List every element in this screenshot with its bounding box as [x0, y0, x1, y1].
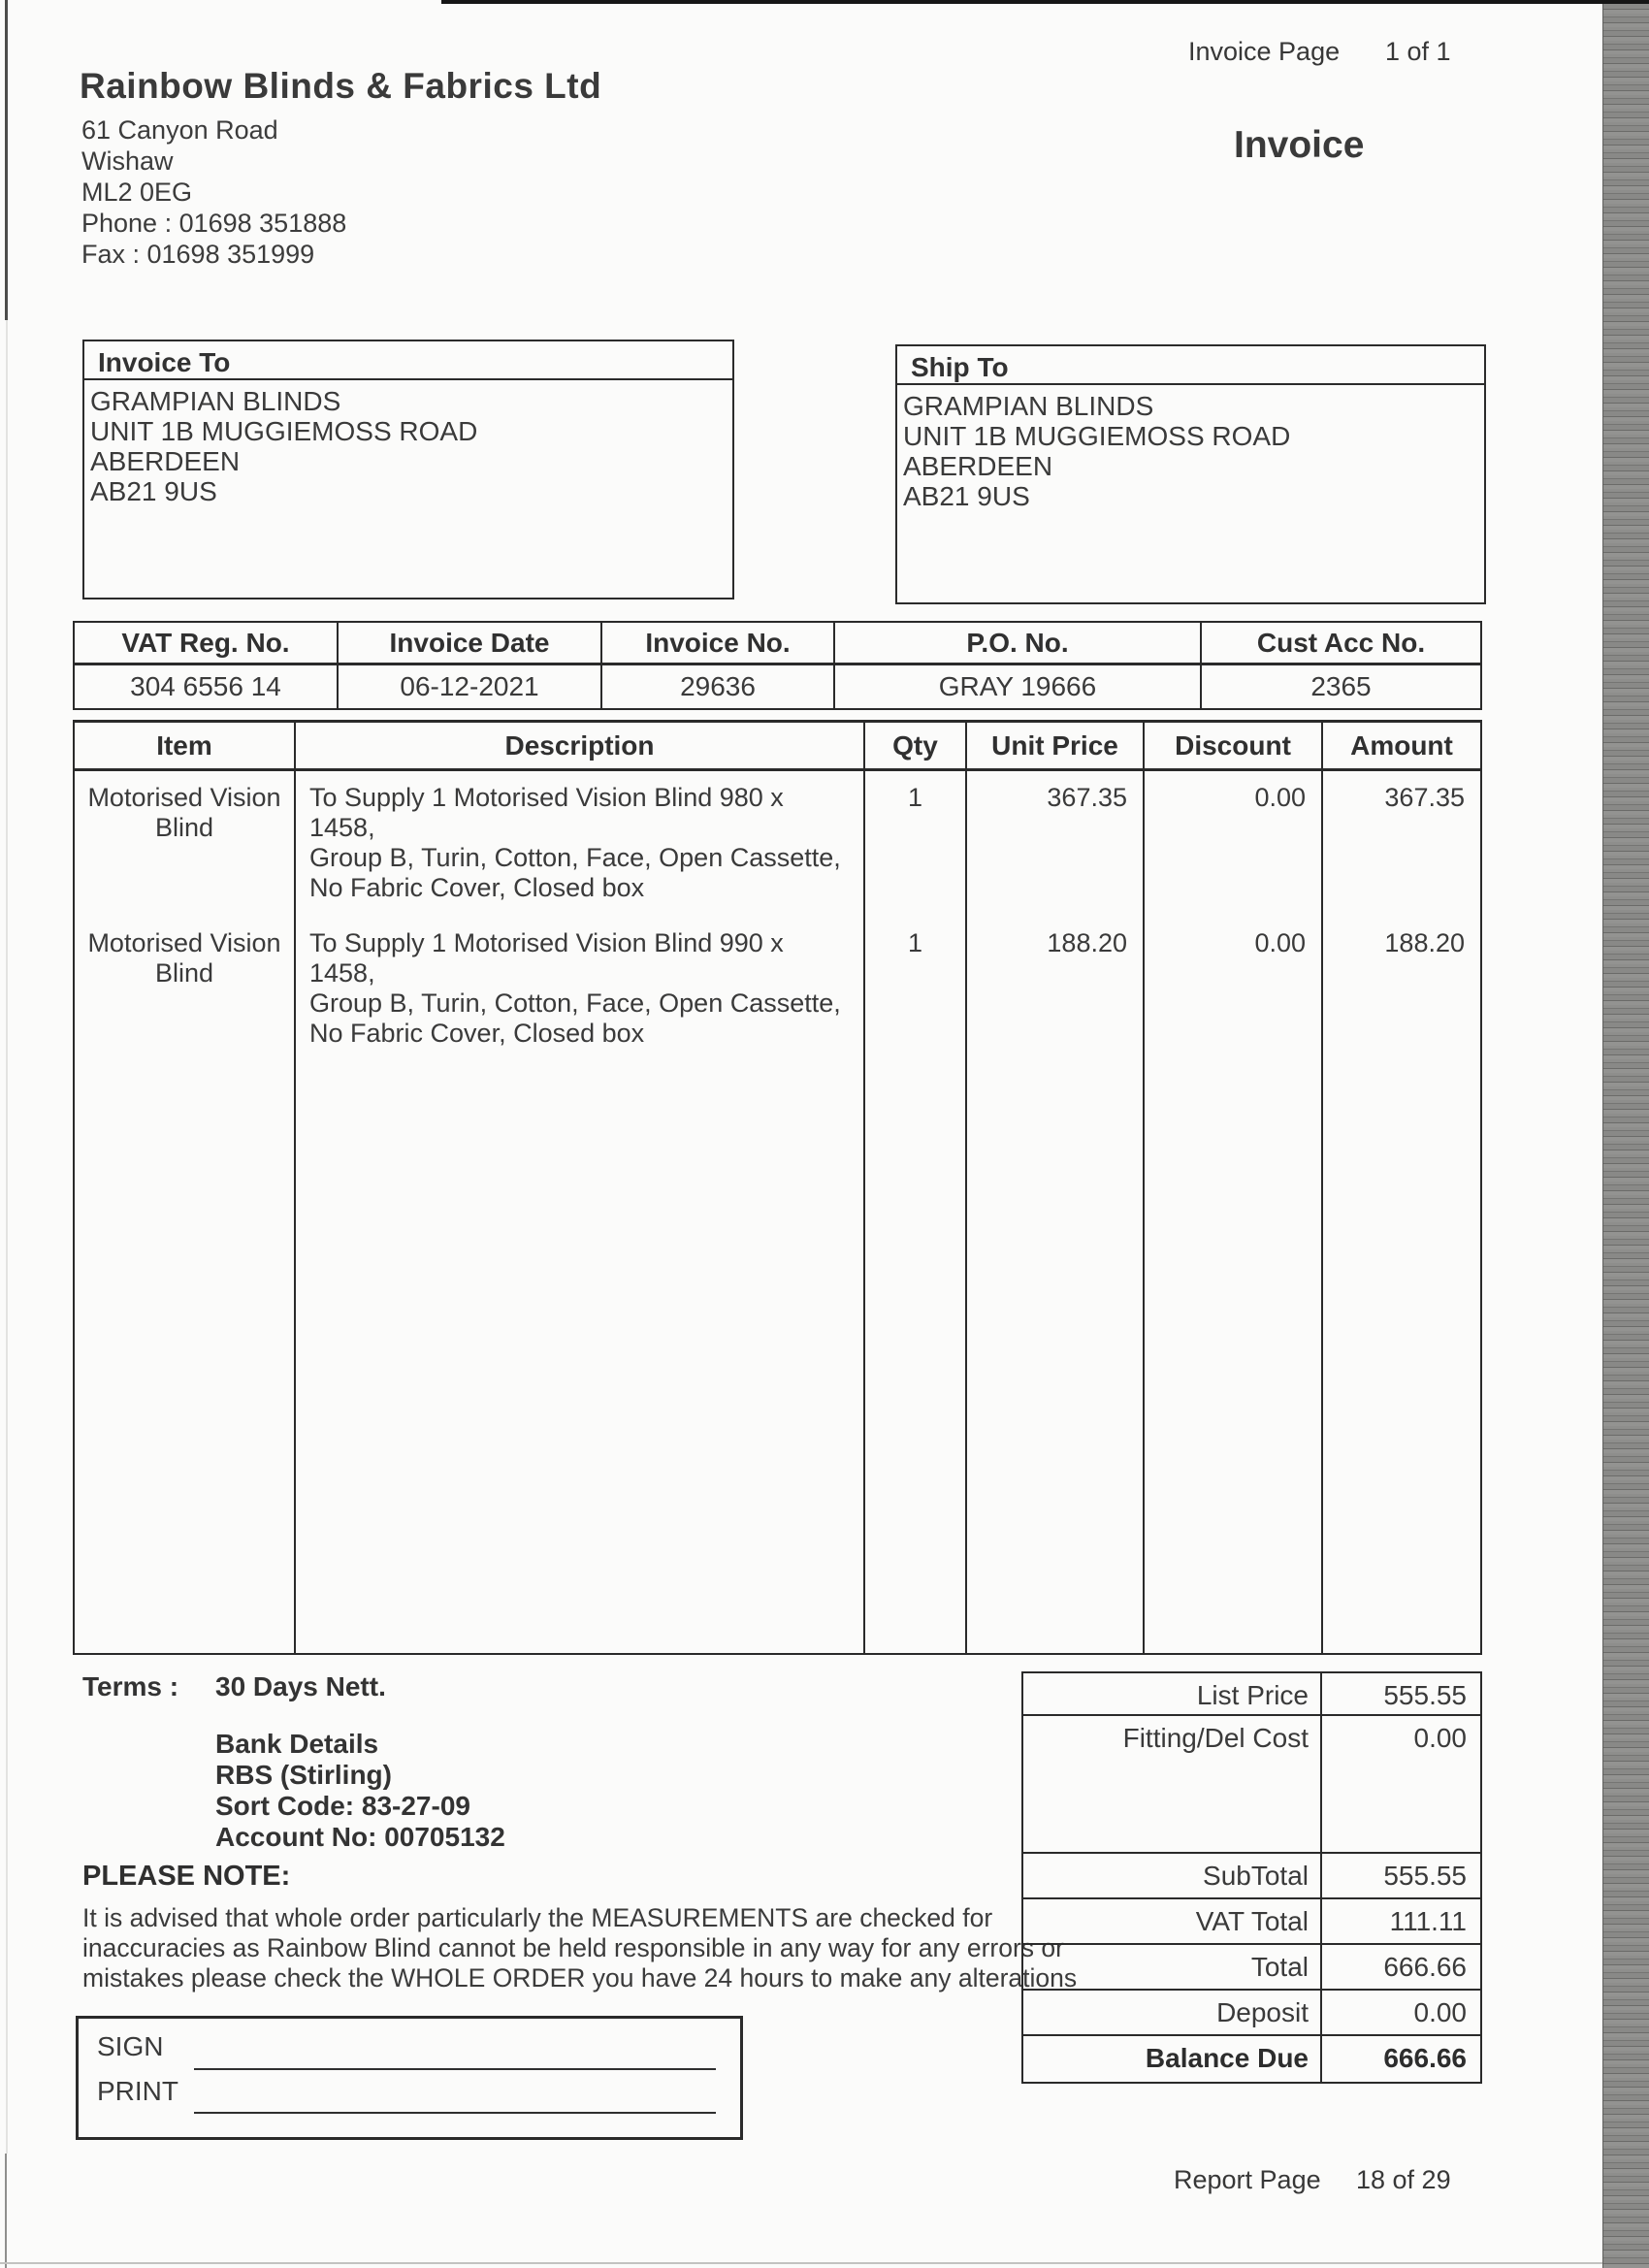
invoice-to-address [84, 380, 732, 506]
invoice-to-label: Invoice To [84, 341, 732, 380]
meta-value-invoice-date: 06-12-2021 [339, 665, 602, 708]
item-amount-cell: 367.35 [1384, 783, 1465, 812]
please-note-line: mistakes please check the WHOLE ORDER you have 24 hours to make any alterations [82, 1963, 1078, 1993]
scan-edge-left-bottom [5, 2154, 7, 2268]
meta-header-po-no: P.O. No. [835, 623, 1202, 665]
item-description-cell [296, 917, 865, 1062]
totals-row-total [1023, 1943, 1480, 1989]
totals-label: VAT Total [1023, 1899, 1322, 1943]
totals-row-balance-due [1023, 2034, 1480, 2082]
items-filler-cell [1145, 1062, 1323, 1653]
bank-sort-code: Sort Code: 83-27-09 [215, 1791, 470, 1821]
totals-value: 666.66 [1383, 2043, 1467, 2073]
scan-edge-left-mid [6, 320, 8, 2154]
totals-label: List Price [1023, 1673, 1322, 1714]
scanner-background-strip [1602, 0, 1649, 2268]
item-name-line: Motorised Vision [87, 783, 281, 812]
company-fax: Fax : 01698 351999 [81, 240, 315, 269]
terms-label: Terms : [82, 1671, 179, 1701]
totals-row-subtotal [1023, 1852, 1480, 1897]
ship-to-address [897, 385, 1484, 511]
item-name-line: Motorised Vision [87, 928, 281, 957]
items-filler-cell [865, 1062, 967, 1653]
invoice-to-line: GRAMPIAN BLINDS [90, 386, 341, 416]
items-header-unit-price: Unit Price [967, 723, 1145, 771]
meta-header-cust-acc: Cust Acc No. [1202, 623, 1480, 665]
item-discount-cell: 0.00 [1145, 771, 1323, 917]
meta-value-po-no: GRAY 19666 [835, 665, 1202, 708]
item-unit-price-cell: 188.20 [967, 917, 1145, 1062]
item-amount-cell: 188.20 [1384, 928, 1465, 957]
item-description-line: Group B, Turin, Cotton, Face, Open Cassette, [309, 843, 841, 872]
items-header-qty: Qty [865, 723, 967, 771]
totals-row-vat-total [1023, 1897, 1480, 1943]
company-name: Rainbow Blinds & Fabrics Ltd [80, 66, 602, 106]
totals-value: 0.00 [1413, 1723, 1467, 1753]
ship-to-box [895, 344, 1486, 604]
item-description-line: To Supply 1 Motorised Vision Blind 990 x 1458, [309, 928, 784, 988]
print-line [194, 2112, 716, 2114]
invoice-title: Invoice [1234, 124, 1365, 166]
item-description-line: No Fabric Cover, Closed box [309, 1019, 645, 1048]
meta-header-invoice-date: Invoice Date [339, 623, 602, 665]
item-name-cell [75, 917, 296, 1062]
totals-row-deposit [1023, 1989, 1480, 2034]
item-description-line: No Fabric Cover, Closed box [309, 873, 645, 902]
please-note-title: PLEASE NOTE: [82, 1861, 291, 1892]
items-header-discount: Discount [1145, 723, 1323, 771]
ship-to-line: ABERDEEN [903, 451, 1053, 481]
totals-label: Deposit [1023, 1991, 1322, 2034]
totals-table [1021, 1671, 1482, 2084]
bank-name: RBS (Stirling) [215, 1760, 392, 1790]
invoice-to-line: UNIT 1B MUGGIEMOSS ROAD [90, 416, 478, 446]
line-items-table [73, 720, 1482, 1655]
totals-value: 555.55 [1383, 1861, 1467, 1891]
totals-label: Total [1023, 1945, 1322, 1989]
meta-header-vat-reg: VAT Reg. No. [75, 623, 339, 665]
invoice-meta-table [73, 621, 1482, 710]
please-note-line: It is advised that whole order particularly the MEASUREMENTS are checked for [82, 1903, 993, 1932]
report-page-value: 18 of 29 [1356, 2165, 1451, 2194]
print-label: PRINT [97, 2076, 178, 2106]
item-name-cell [75, 771, 296, 917]
meta-value-cust-acc: 2365 [1310, 671, 1372, 701]
totals-value: 111.11 [1389, 1906, 1467, 1936]
items-header-item: Item [75, 723, 296, 771]
ship-to-label: Ship To [897, 346, 1484, 385]
ship-to-line: UNIT 1B MUGGIEMOSS ROAD [903, 421, 1291, 451]
meta-header-invoice-no: Invoice No. [602, 623, 835, 665]
bank-account-no: Account No: 00705132 [215, 1822, 505, 1852]
invoice-page-value: 1 of 1 [1385, 37, 1451, 66]
company-address-line: ML2 0EG [81, 178, 193, 207]
meta-value-vat-reg: 304 6556 14 [75, 665, 339, 708]
invoice-to-line: ABERDEEN [90, 446, 241, 476]
totals-value: 0.00 [1413, 1997, 1467, 2027]
company-phone: Phone : 01698 351888 [81, 209, 347, 238]
items-filler-cell [75, 1062, 296, 1653]
item-unit-price-cell: 367.35 [967, 771, 1145, 917]
items-filler-cell [296, 1062, 865, 1653]
bank-details-title: Bank Details [215, 1729, 379, 1759]
item-description-cell [296, 771, 865, 917]
item-name-line: Blind [154, 813, 214, 842]
invoice-to-box [82, 340, 734, 599]
totals-row-list-price [1023, 1673, 1480, 1714]
ship-to-line: AB21 9US [903, 481, 1030, 511]
totals-label: SubTotal [1023, 1854, 1322, 1897]
company-address [81, 114, 346, 270]
item-name-line: Blind [154, 958, 214, 988]
ship-to-line: GRAMPIAN BLINDS [903, 391, 1154, 421]
item-discount-cell: 0.00 [1145, 917, 1323, 1062]
items-filler-cell [967, 1062, 1145, 1653]
item-description-line: Group B, Turin, Cotton, Face, Open Cassette, [309, 988, 841, 1018]
company-address-line: 61 Canyon Road [81, 115, 278, 145]
scan-edge-bottom [0, 2262, 1602, 2264]
terms-value: 30 Days Nett. [215, 1671, 386, 1701]
item-qty-cell: 1 [865, 771, 967, 917]
items-header-description: Description [296, 723, 865, 771]
totals-value: 666.66 [1383, 1952, 1467, 1982]
bank-details [215, 1729, 505, 1853]
totals-label: Fitting/Del Cost [1023, 1716, 1322, 1852]
items-filler-cell [1323, 1062, 1480, 1653]
meta-value-invoice-no: 29636 [602, 665, 835, 708]
item-description-line: To Supply 1 Motorised Vision Blind 980 x 1458, [309, 783, 784, 842]
totals-value: 555.55 [1383, 1680, 1467, 1710]
sign-label: SIGN [97, 2031, 164, 2061]
items-header-amount: Amount [1323, 723, 1480, 771]
scan-edge-left-top [5, 0, 8, 320]
please-note-text [82, 1903, 1077, 1993]
sign-line [194, 2068, 716, 2070]
totals-row-fitting-del-cost [1023, 1714, 1480, 1852]
invoice-page-label: Invoice Page [1188, 37, 1341, 66]
invoice-to-line: AB21 9US [90, 476, 217, 506]
scan-edge-top [441, 0, 1649, 4]
totals-label: Balance Due [1023, 2036, 1322, 2082]
please-note-line: inaccuracies as Rainbow Blind cannot be held responsible in any way for any errors or [82, 1933, 1064, 1962]
company-address-line: Wishaw [81, 146, 174, 176]
report-page-label: Report Page [1174, 2165, 1321, 2194]
item-qty-cell: 1 [865, 917, 967, 1062]
